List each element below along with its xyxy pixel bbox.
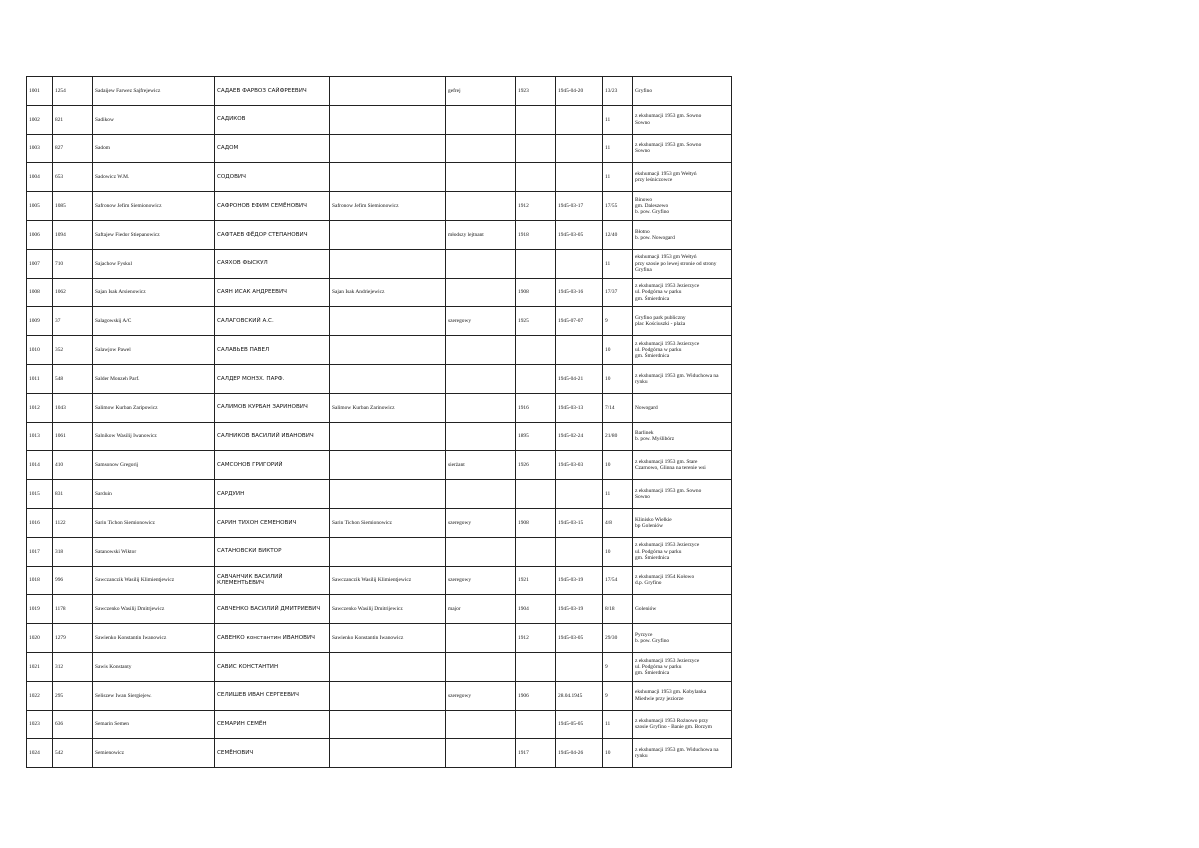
name-alternate-cell: [330, 537, 446, 566]
name-alternate-cell: [330, 105, 446, 134]
table-row: [27, 422, 732, 451]
row-number-cell: 1008: [27, 278, 53, 307]
plot-cell: 9: [603, 652, 633, 681]
row-number-cell: 1006: [27, 220, 53, 249]
name-cyrillic-cell: САВЧАНЧИК ВАСИЛИЙ КЛЕМЕНТЬЕВИЧ: [215, 566, 330, 595]
name-polish-cell: Salawjow Pawel: [93, 336, 215, 365]
rank-cell: [446, 336, 516, 365]
table-row: [27, 566, 732, 595]
name-polish-cell: Saftajew Fiedor Stiepanowicz: [93, 220, 215, 249]
rank-cell: szeregowy: [446, 307, 516, 336]
name-alternate-cell: [330, 77, 446, 106]
birth-year-cell: [516, 364, 556, 393]
name-alternate-cell: [330, 307, 446, 336]
plot-cell: 17/37: [603, 278, 633, 307]
name-cyrillic-cell: САДИКОВ: [215, 105, 330, 134]
name-alternate-cell: Salimow Kurban Zarinowicz: [330, 393, 446, 422]
name-polish-cell: Salimow Kurban Zaripowicz: [93, 393, 215, 422]
name-alternate-cell: Sawczenko Wasilij Dmitrijewicz: [330, 595, 446, 624]
row-number-cell: 1021: [27, 652, 53, 681]
death-date-cell: 1945-03-17: [556, 192, 603, 221]
birth-year-cell: [516, 336, 556, 365]
table-row: [27, 652, 732, 681]
name-polish-cell: Sadom: [93, 134, 215, 163]
plot-cell: 10: [603, 537, 633, 566]
burial-place-cell: z ekshumacji 1953 Jezierzyce ul. Podgórna w parku gm. Śmierdnica: [633, 336, 732, 365]
record-id-cell: 352: [53, 336, 93, 365]
table-row: [27, 278, 732, 307]
death-date-cell: 1945-02-24: [556, 422, 603, 451]
burial-place-cell: Pyrzyce b. pow. Gryfino: [633, 624, 732, 653]
table-row: [27, 192, 732, 221]
name-cyrillic-cell: САМСОНОВ ГРИГОРИЙ: [215, 451, 330, 480]
rank-cell: szeregowy: [446, 508, 516, 537]
burial-place-cell: z ekshumacji 1953 Jezierzyce ul. Podgórna w parku gm. Śmierdnica: [633, 652, 732, 681]
death-date-cell: 1945-03-19: [556, 595, 603, 624]
death-date-cell: 1945-04-20: [556, 77, 603, 106]
row-number-cell: 1013: [27, 422, 53, 451]
burial-place-cell: Binowo gm. Daleszewo b. pow. Gryfino: [633, 192, 732, 221]
name-alternate-cell: Sawczanczik Wasilij Klimientjewicz: [330, 566, 446, 595]
table-row: [27, 393, 732, 422]
plot-cell: 17/54: [603, 566, 633, 595]
record-id-cell: 295: [53, 681, 93, 710]
plot-cell: 11: [603, 710, 633, 739]
rank-cell: [446, 739, 516, 768]
record-id-cell: 636: [53, 710, 93, 739]
table-row: [27, 336, 732, 365]
record-id-cell: 653: [53, 163, 93, 192]
death-date-cell: 1945-04-26: [556, 739, 603, 768]
record-id-cell: 37: [53, 307, 93, 336]
rank-cell: [446, 134, 516, 163]
record-id-cell: 1061: [53, 422, 93, 451]
birth-year-cell: 1925: [516, 307, 556, 336]
name-cyrillic-cell: САФТАЕВ ФЁДОР СТЕПАНОВИЧ: [215, 220, 330, 249]
table-row: [27, 134, 732, 163]
birth-year-cell: [516, 710, 556, 739]
birth-year-cell: 1923: [516, 77, 556, 106]
death-date-cell: 1945-03-13: [556, 393, 603, 422]
table-row: [27, 249, 732, 278]
table-row: [27, 595, 732, 624]
death-date-cell: 1945-07-07: [556, 307, 603, 336]
death-date-cell: 1945-03-03: [556, 451, 603, 480]
name-polish-cell: Sadikow: [93, 105, 215, 134]
death-date-cell: 1945-03-15: [556, 508, 603, 537]
name-alternate-cell: Sawienko Konstantin Iwanowicz: [330, 624, 446, 653]
birth-year-cell: 1918: [516, 220, 556, 249]
record-id-cell: 1122: [53, 508, 93, 537]
row-number-cell: 1009: [27, 307, 53, 336]
name-polish-cell: Sadaijew Farwez Sajfrejewicz: [93, 77, 215, 106]
table-row: [27, 624, 732, 653]
row-number-cell: 1004: [27, 163, 53, 192]
name-alternate-cell: [330, 652, 446, 681]
burial-place-cell: Barlinek b. pow. Myślibórz: [633, 422, 732, 451]
name-alternate-cell: [330, 134, 446, 163]
birth-year-cell: 1895: [516, 422, 556, 451]
row-number-cell: 1018: [27, 566, 53, 595]
table-row: [27, 163, 732, 192]
table-row: [27, 739, 732, 768]
table-row: [27, 364, 732, 393]
name-polish-cell: Semarin Semen: [93, 710, 215, 739]
name-alternate-cell: [330, 739, 446, 768]
record-id-cell: 312: [53, 652, 93, 681]
record-id-cell: 1094: [53, 220, 93, 249]
plot-cell: 7/14: [603, 393, 633, 422]
burial-place-cell: ekshumacji 1953 gm Wełtyń przy szosie po lewej stronie od strony Gryfina: [633, 249, 732, 278]
rank-cell: [446, 278, 516, 307]
record-id-cell: 710: [53, 249, 93, 278]
record-id-cell: 1085: [53, 192, 93, 221]
name-alternate-cell: [330, 480, 446, 509]
record-id-cell: 548: [53, 364, 93, 393]
plot-cell: 13/23: [603, 77, 633, 106]
plot-cell: 9: [603, 681, 633, 710]
name-cyrillic-cell: САЯН ИСАК АНДРЕЕВИЧ: [215, 278, 330, 307]
name-polish-cell: Sawczanczik Wasilij Klimientjewicz: [93, 566, 215, 595]
name-cyrillic-cell: САЛИМОВ КУРБАН ЗАРИНОВИЧ: [215, 393, 330, 422]
rank-cell: [446, 249, 516, 278]
rank-cell: [446, 192, 516, 221]
death-date-cell: [556, 652, 603, 681]
record-id-cell: 827: [53, 134, 93, 163]
plot-cell: 10: [603, 739, 633, 768]
rank-cell: gefrej: [446, 77, 516, 106]
plot-cell: 11: [603, 134, 633, 163]
burial-place-cell: z ekshumacji 1953 gm. Stare Czarnowo, Glinna na terenie wsi: [633, 451, 732, 480]
name-alternate-cell: [330, 710, 446, 739]
plot-cell: 10: [603, 364, 633, 393]
name-alternate-cell: Safronow Jefim Siemionowicz: [330, 192, 446, 221]
death-date-cell: [556, 134, 603, 163]
rank-cell: szeregowy: [446, 681, 516, 710]
row-number-cell: 1016: [27, 508, 53, 537]
record-id-cell: 542: [53, 739, 93, 768]
burial-place-cell: Goleniów: [633, 595, 732, 624]
name-alternate-cell: [330, 249, 446, 278]
birth-year-cell: [516, 537, 556, 566]
rank-cell: [446, 364, 516, 393]
record-id-cell: 1178: [53, 595, 93, 624]
table-row: [27, 451, 732, 480]
row-number-cell: 1005: [27, 192, 53, 221]
birth-year-cell: 1906: [516, 681, 556, 710]
rank-cell: [446, 537, 516, 566]
plot-cell: 8/18: [603, 595, 633, 624]
table-row: [27, 710, 732, 739]
rank-cell: szeregowy: [446, 566, 516, 595]
name-polish-cell: Satanowski Wiktor: [93, 537, 215, 566]
death-date-cell: [556, 480, 603, 509]
death-date-cell: [556, 249, 603, 278]
name-polish-cell: Salnikow Wasilij Iwanowicz: [93, 422, 215, 451]
table-row: [27, 480, 732, 509]
row-number-cell: 1001: [27, 77, 53, 106]
table-row: [27, 105, 732, 134]
burial-place-cell: Błotno b. pow. Nowogard: [633, 220, 732, 249]
name-alternate-cell: [330, 422, 446, 451]
birth-year-cell: 1908: [516, 278, 556, 307]
burial-register-table: [26, 76, 732, 768]
record-id-cell: 821: [53, 105, 93, 134]
burial-place-cell: Gryfino park publiczny plac Kościuszki - plaża: [633, 307, 732, 336]
rank-cell: [446, 163, 516, 192]
name-polish-cell: Sawienko Konstantin Iwanowicz: [93, 624, 215, 653]
name-polish-cell: Salder Monzeh Parf.: [93, 364, 215, 393]
name-cyrillic-cell: САЛАГОВСКИЙ А.С.: [215, 307, 330, 336]
burial-place-cell: ekshumacji 1953 gm Wełtyń przy leśniczowce: [633, 163, 732, 192]
plot-cell: 12/40: [603, 220, 633, 249]
rank-cell: [446, 393, 516, 422]
name-polish-cell: Sadowicz W.M.: [93, 163, 215, 192]
plot-cell: 17/55: [603, 192, 633, 221]
row-number-cell: 1020: [27, 624, 53, 653]
burial-place-cell: z ekshumacji 1953 Rożnowo przy szosie Gryfino - Banie gm. Borzym: [633, 710, 732, 739]
plot-cell: 11: [603, 249, 633, 278]
rank-cell: major: [446, 595, 516, 624]
birth-year-cell: [516, 652, 556, 681]
name-cyrillic-cell: САТАНОВСКИ ВИКТОР: [215, 537, 330, 566]
burial-place-cell: z ekshumacji 1953 gm. Sowno Sowno: [633, 134, 732, 163]
death-date-cell: [556, 163, 603, 192]
name-alternate-cell: [330, 220, 446, 249]
row-number-cell: 1022: [27, 681, 53, 710]
row-number-cell: 1014: [27, 451, 53, 480]
name-cyrillic-cell: САВЧЕНКО ВАСИЛИЙ ДМИТРИЕВИЧ: [215, 595, 330, 624]
burial-place-cell: z ekshumacji 1953 Jezierzyce ul. Podgórna w parku gm. Śmierdnica: [633, 537, 732, 566]
name-alternate-cell: [330, 364, 446, 393]
table-row: [27, 508, 732, 537]
table-row: [27, 307, 732, 336]
name-polish-cell: Sajachow Fyskul: [93, 249, 215, 278]
burial-place-cell: z ekshumacji 1953 gm. Sowno Sowno: [633, 480, 732, 509]
burial-place-cell: z ekshumacji 1953 gm. Widuchowa na rynku: [633, 364, 732, 393]
name-polish-cell: Sarin Tichon Siemionowicz: [93, 508, 215, 537]
birth-year-cell: 1912: [516, 192, 556, 221]
rank-cell: [446, 480, 516, 509]
record-id-cell: 1062: [53, 278, 93, 307]
birth-year-cell: 1926: [516, 451, 556, 480]
name-cyrillic-cell: САДАЕВ ФАРВОЗ САЙФРЕЕВИЧ: [215, 77, 330, 106]
name-cyrillic-cell: САВИС КОНСТАНТИН: [215, 652, 330, 681]
record-id-cell: 410: [53, 451, 93, 480]
row-number-cell: 1023: [27, 710, 53, 739]
birth-year-cell: 1917: [516, 739, 556, 768]
death-date-cell: [556, 105, 603, 134]
burial-place-cell: Klinisko Wielkie bp Goleniów: [633, 508, 732, 537]
plot-cell: 11: [603, 105, 633, 134]
name-cyrillic-cell: САРИН ТИХОН СЕМЕНОВИЧ: [215, 508, 330, 537]
plot-cell: 9: [603, 307, 633, 336]
death-date-cell: 28.04.1945: [556, 681, 603, 710]
row-number-cell: 1024: [27, 739, 53, 768]
record-id-cell: 1254: [53, 77, 93, 106]
table-row: [27, 77, 732, 106]
table-row: [27, 681, 732, 710]
name-polish-cell: Sajan Isak Arsienowicz: [93, 278, 215, 307]
name-polish-cell: Sawczenko Wasilij Dmitrjewicz: [93, 595, 215, 624]
death-date-cell: [556, 537, 603, 566]
record-id-cell: 1043: [53, 393, 93, 422]
death-date-cell: 1945-03-05: [556, 624, 603, 653]
birth-year-cell: [516, 249, 556, 278]
table-row: [27, 537, 732, 566]
birth-year-cell: 1912: [516, 624, 556, 653]
row-number-cell: 1015: [27, 480, 53, 509]
name-polish-cell: Sawis Konstanty: [93, 652, 215, 681]
plot-cell: 11: [603, 480, 633, 509]
birth-year-cell: [516, 480, 556, 509]
name-cyrillic-cell: СЕМЁНОВИЧ: [215, 739, 330, 768]
name-cyrillic-cell: СЕЛИШЕВ ИВАН СЕРГЕЕВИЧ: [215, 681, 330, 710]
name-cyrillic-cell: САЛНИКОВ ВАСИЛИЙ ИВАНОВИЧ: [215, 422, 330, 451]
row-number-cell: 1010: [27, 336, 53, 365]
rank-cell: młodszy lejtnant: [446, 220, 516, 249]
record-id-cell: 996: [53, 566, 93, 595]
plot-cell: 21/80: [603, 422, 633, 451]
death-date-cell: [556, 336, 603, 365]
row-number-cell: 1017: [27, 537, 53, 566]
row-number-cell: 1007: [27, 249, 53, 278]
row-number-cell: 1002: [27, 105, 53, 134]
birth-year-cell: [516, 105, 556, 134]
name-cyrillic-cell: САВЕНКО константин ИВАНОВИЧ: [215, 624, 330, 653]
death-date-cell: 1945-05-05: [556, 710, 603, 739]
death-date-cell: 1945-04-21: [556, 364, 603, 393]
death-date-cell: 1945-03-16: [556, 278, 603, 307]
name-alternate-cell: [330, 451, 446, 480]
plot-cell: 4/8: [603, 508, 633, 537]
burial-place-cell: z ekshumacji 1953 gm. Sowno Sowno: [633, 105, 732, 134]
row-number-cell: 1012: [27, 393, 53, 422]
name-cyrillic-cell: СОДОВИЧ: [215, 163, 330, 192]
birth-year-cell: 1921: [516, 566, 556, 595]
burial-place-cell: z ekshumacji 1953 gm. Widuchowa na rynku: [633, 739, 732, 768]
birth-year-cell: 1908: [516, 508, 556, 537]
rank-cell: sierżant: [446, 451, 516, 480]
name-alternate-cell: [330, 336, 446, 365]
name-alternate-cell: [330, 163, 446, 192]
birth-year-cell: 1916: [516, 393, 556, 422]
plot-cell: 29/30: [603, 624, 633, 653]
burial-place-cell: Nowogard: [633, 393, 732, 422]
name-alternate-cell: [330, 681, 446, 710]
record-id-cell: 1279: [53, 624, 93, 653]
name-polish-cell: Safronow Jefim Siemionowicz: [93, 192, 215, 221]
burial-place-cell: ekshumacji 1953 gm. Kobylanka Miedwie przy jeziorze: [633, 681, 732, 710]
birth-year-cell: [516, 134, 556, 163]
rank-cell: [446, 105, 516, 134]
name-cyrillic-cell: САЯХОВ ФЫСКУЛ: [215, 249, 330, 278]
burial-place-cell: Gryfino: [633, 77, 732, 106]
name-alternate-cell: Sarin Tichon Siemionowicz: [330, 508, 446, 537]
rank-cell: [446, 652, 516, 681]
table-row: [27, 220, 732, 249]
record-id-cell: 318: [53, 537, 93, 566]
name-cyrillic-cell: САЛДЕР МОНЗХ. ПАРФ.: [215, 364, 330, 393]
rank-cell: [446, 624, 516, 653]
name-cyrillic-cell: САДОМ: [215, 134, 330, 163]
burial-place-cell: z ekshumacji 1954 Kołowo d.p. Gryfino: [633, 566, 732, 595]
plot-cell: 10: [603, 336, 633, 365]
plot-cell: 11: [603, 163, 633, 192]
name-polish-cell: Seliszew Iwan Siergiejew.: [93, 681, 215, 710]
burial-place-cell: z ekshumacji 1953 Jezierzyce ul. Podgórna w parku gm. Śmierdnica: [633, 278, 732, 307]
rank-cell: [446, 422, 516, 451]
row-number-cell: 1003: [27, 134, 53, 163]
name-cyrillic-cell: САРДУИН: [215, 480, 330, 509]
row-number-cell: 1011: [27, 364, 53, 393]
name-cyrillic-cell: САФРОНОВ ЕФИМ СЕМЁНОВИЧ: [215, 192, 330, 221]
record-id-cell: 831: [53, 480, 93, 509]
birth-year-cell: [516, 163, 556, 192]
name-polish-cell: Samsonow Gregorij: [93, 451, 215, 480]
name-polish-cell: Sarduin: [93, 480, 215, 509]
rank-cell: [446, 710, 516, 739]
name-polish-cell: Salagowskij A/C: [93, 307, 215, 336]
plot-cell: 10: [603, 451, 633, 480]
name-alternate-cell: Sajan Isak Andriejewicz: [330, 278, 446, 307]
birth-year-cell: 1904: [516, 595, 556, 624]
name-cyrillic-cell: САЛАВЬЕВ ПАВЕЛ: [215, 336, 330, 365]
death-date-cell: 1945-03-05: [556, 220, 603, 249]
row-number-cell: 1019: [27, 595, 53, 624]
death-date-cell: 1945-03-19: [556, 566, 603, 595]
name-cyrillic-cell: СЕМАРИН СЕМЁН: [215, 710, 330, 739]
name-polish-cell: Semienowicz: [93, 739, 215, 768]
